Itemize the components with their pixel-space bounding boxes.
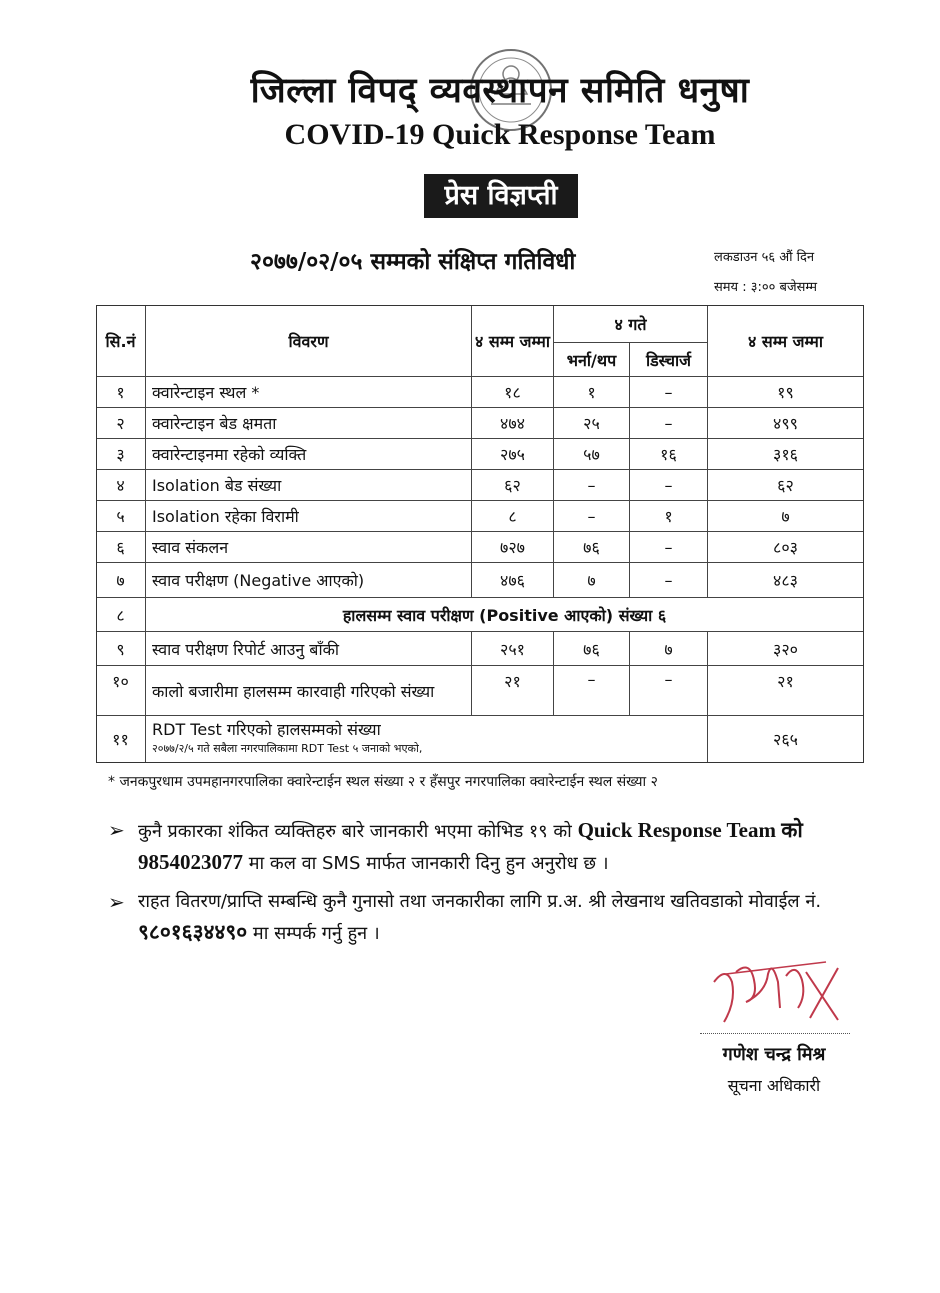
notice-relief — [108, 887, 878, 949]
row-9-desc: स्वाव परीक्षण रिपोर्ट आउनु बाँकी — [146, 632, 472, 666]
row-11-note: २०७७/२/५ गते सबैला नगरपालिकामा RDT Test ५ जनाको भएको, — [152, 742, 423, 755]
row-10-discharged: – — [630, 666, 708, 716]
row-4-prev: ६२ — [472, 470, 554, 501]
row-6-added: ७६ — [554, 532, 630, 563]
row-6-prev: ७२७ — [472, 532, 554, 563]
row-9-prev: २५१ — [472, 632, 554, 666]
row-7-discharged: – — [630, 563, 708, 598]
row-4-discharged: – — [630, 470, 708, 501]
row-9-added: ७६ — [554, 632, 630, 666]
header-previous-total: ४ सम्म जम्मा — [472, 305, 554, 377]
signatory-name: गणेश चन्द्र मिश्र — [722, 1044, 826, 1065]
signature-line — [700, 1033, 850, 1034]
row-11-total: २६५ — [708, 716, 864, 763]
row-2-added: २५ — [554, 408, 630, 439]
row-10-sn: १० — [96, 666, 146, 716]
row-7-prev: ४७६ — [472, 563, 554, 598]
row-10-desc: कालो बजारीमा हालसम्म कारवाही गरिएको संख्या — [146, 666, 472, 716]
row-5-added: – — [554, 501, 630, 532]
row-5-discharged: १ — [630, 501, 708, 532]
row-4-total: ६२ — [708, 470, 864, 501]
row-6-sn: ६ — [96, 532, 146, 563]
handwritten-signature-icon — [706, 952, 846, 1032]
lockdown-day: लकडाउन ५६ औं दिन — [714, 250, 815, 265]
row-3-discharged: १६ — [630, 439, 708, 470]
press-release-label: प्रेस विज्ञप्ती — [424, 174, 578, 218]
committee-title: जिल्ला विपद् व्यवस्थापन समिति धनुषा — [250, 71, 750, 111]
notice-2-part2: मा सम्पर्क गर्नु हुन । — [247, 923, 380, 944]
header-description: विवरण — [146, 305, 472, 377]
row-3-sn: ३ — [96, 439, 146, 470]
row-6-discharged: – — [630, 532, 708, 563]
row-5-sn: ५ — [96, 501, 146, 532]
signatory-title: सूचना अधिकारी — [727, 1076, 821, 1095]
row-3-prev: २७५ — [472, 439, 554, 470]
row-1-discharged: – — [630, 377, 708, 408]
notice-quick-response — [108, 815, 878, 879]
header-total: ४ सम्म जम्मा — [708, 305, 864, 377]
row-6-total: ८०३ — [708, 532, 864, 563]
row-2-sn: २ — [96, 408, 146, 439]
row-3-desc: क्वारेन्टाइनमा रहेको व्यक्ति — [146, 439, 472, 470]
activity-table — [96, 305, 864, 763]
notice-1-part2: मा कल वा SMS मार्फत जानकारी दिनु हुन अनुरोध छ । — [243, 853, 609, 874]
row-2-discharged: – — [630, 408, 708, 439]
row-5-desc: Isolation रहेका विरामी — [146, 501, 472, 532]
row-4-added: – — [554, 470, 630, 501]
notice-1-text — [138, 815, 878, 879]
row-7-sn: ७ — [96, 563, 146, 598]
row-6-desc: स्वाव संकलन — [146, 532, 472, 563]
row-1-total: १९ — [708, 377, 864, 408]
arrow-bullet-icon: ➢ — [108, 818, 125, 842]
notice-1-bold: Quick Response Team को 9854023077 — [138, 818, 803, 874]
row-11-sn: ११ — [96, 716, 146, 763]
header-admitted: भर्ना/थप — [554, 343, 630, 377]
notice-2-bold: ९८०१६३४४९० — [138, 920, 248, 944]
row-10-total: २१ — [708, 666, 864, 716]
notice-2-text — [138, 887, 878, 949]
header-sn: सि.नं — [96, 305, 146, 377]
row-8-positive-count: हालसम्म स्वाव परीक्षण (Positive आएको) संख्या ६ — [146, 598, 864, 632]
row-7-total: ४८३ — [708, 563, 864, 598]
header-day-group: ४ गते — [554, 305, 708, 343]
row-2-prev: ४७४ — [472, 408, 554, 439]
row-9-sn: ९ — [96, 632, 146, 666]
row-4-sn: ४ — [96, 470, 146, 501]
row-5-total: ७ — [708, 501, 864, 532]
row-5-prev: ८ — [472, 501, 554, 532]
table-border — [96, 305, 864, 763]
report-time: समय : ३:०० बजेसम्म — [714, 280, 818, 295]
row-11-desc: RDT Test गरिएको हालसम्मको संख्या — [152, 720, 381, 739]
notice-2-part1: राहत वितरण/प्राप्ति सम्बन्धि कुनै गुनासो तथा जनकारीका लागि प्र.अ. श्री लेखनाथ खतिवडाको मोवाईल नं. — [138, 891, 822, 912]
row-1-sn: १ — [96, 377, 146, 408]
row-2-desc: क्वारेन्टाइन बेड क्षमता — [146, 408, 472, 439]
row-2-total: ४९९ — [708, 408, 864, 439]
row-1-prev: १८ — [472, 377, 554, 408]
notice-1-part1: कुनै प्रकारका शंकित व्यक्तिहरु बारे जानकारी भएमा कोभिड १९ को — [138, 821, 578, 842]
row-10-added: – — [554, 666, 630, 716]
arrow-bullet-icon: ➢ — [108, 890, 125, 914]
row-1-desc: क्वारेन्टाइन स्थल * — [146, 377, 472, 408]
row-8-sn: ८ — [96, 598, 146, 632]
row-3-added: ५७ — [554, 439, 630, 470]
team-title: COVID-19 Quick Response Team — [284, 118, 716, 151]
row-10-prev: २१ — [472, 666, 554, 716]
row-4-desc: Isolation बेड संख्या — [146, 470, 472, 501]
row-9-total: ३२० — [708, 632, 864, 666]
row-7-added: ७ — [554, 563, 630, 598]
row-1-added: १ — [554, 377, 630, 408]
report-subtitle: २०७७/०२/०५ सम्मको संक्षिप्त गतिविधी — [250, 249, 576, 275]
row-7-desc: स्वाव परीक्षण (Negative आएको) — [146, 563, 472, 598]
row-3-total: ३१६ — [708, 439, 864, 470]
quarantine-footnote: * जनकपुरधाम उपमहानगरपालिका क्वारेन्टाईन स्थल संख्या २ र हँसपुर नगरपालिका क्वारेन्टाईन स्थल संख्या २ — [108, 774, 658, 790]
header-discharged: डिस्चार्ज — [630, 343, 708, 377]
row-9-discharged: ७ — [630, 632, 708, 666]
